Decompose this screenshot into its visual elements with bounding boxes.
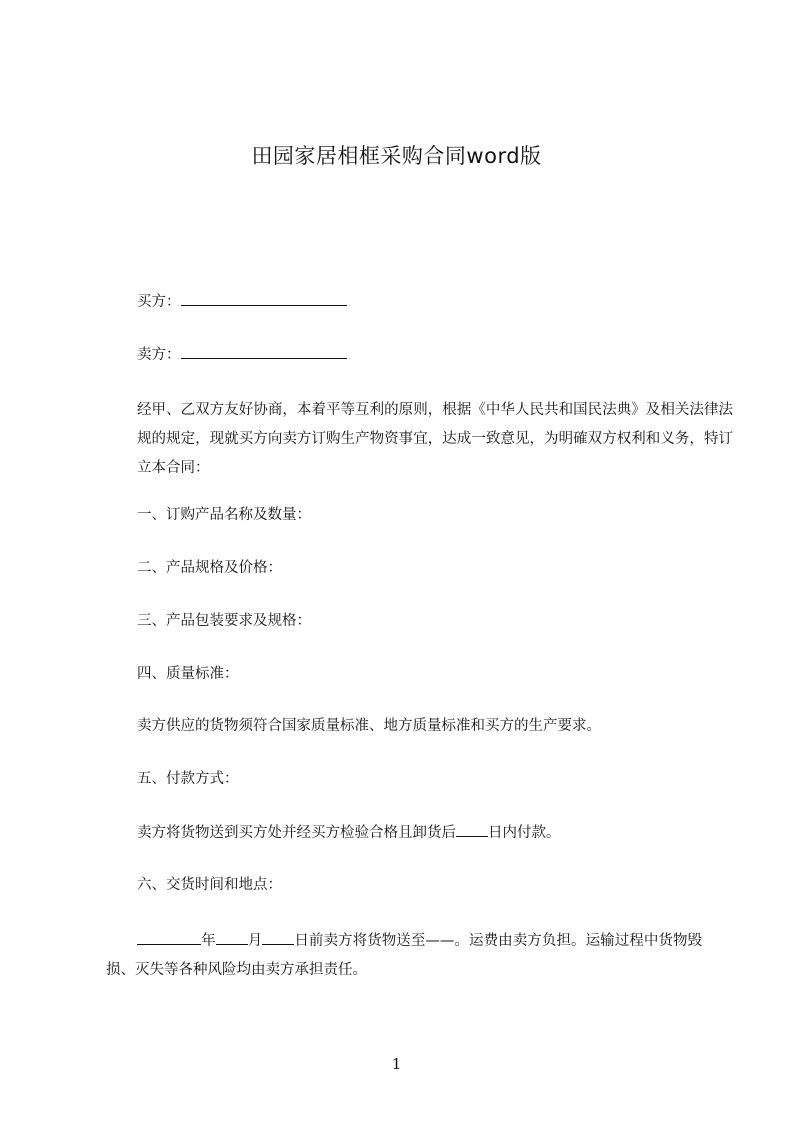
section-6-text: 日前卖方将货物送至——。运费由卖方负担。运输过程中货物毁损、灭失等各种风险均由卖方承担责任。	[106, 933, 703, 978]
section-6-paragraph	[106, 927, 702, 985]
year-blank	[137, 930, 201, 945]
month-blank	[216, 930, 248, 945]
intro-paragraph: 经甲、乙双方友好协商，本着平等互利的原则，根据《中华人民共和国民法典》及相关法律法规的规定，现就买方向卖方订购生产物资事宜，达成一致意见，为明確双方权利和义务，特订立本合同：	[137, 402, 733, 476]
section-1-heading: 一、订购产品名称及数量：	[137, 507, 311, 523]
section-6-heading: 六、交货时间和地点：	[137, 877, 282, 893]
year-label: 年	[201, 933, 216, 949]
section-5-heading: 五、付款方式：	[137, 771, 239, 787]
seller-line	[137, 344, 347, 365]
seller-label: 卖方：	[137, 347, 181, 363]
document-title: 田园家居相框采购合同word版	[251, 144, 542, 168]
buyer-line	[137, 291, 347, 312]
buyer-blank	[181, 291, 347, 306]
section-4-heading: 四、质量标准：	[137, 666, 239, 682]
page-number: 1	[391, 1055, 402, 1073]
section-4-text: 卖方供应的货物须符合国家质量标准、地方质量标准和买方的生产要求。	[137, 718, 601, 734]
section-2-heading: 二、产品规格及价格：	[137, 560, 282, 576]
section-5-text	[137, 822, 561, 843]
day-blank	[262, 930, 294, 945]
section-3-heading: 三、产品包装要求及规格：	[137, 613, 311, 629]
days-blank	[456, 822, 488, 837]
month-label: 月	[247, 933, 263, 949]
buyer-label: 买方：	[137, 294, 181, 310]
section-5-text-b: 日内付款。	[488, 825, 561, 841]
seller-blank	[181, 344, 347, 359]
section-5-text-a: 卖方将货物送到买方处并经买方检验合格且卸货后	[137, 825, 456, 841]
section-6-indent	[106, 933, 137, 949]
